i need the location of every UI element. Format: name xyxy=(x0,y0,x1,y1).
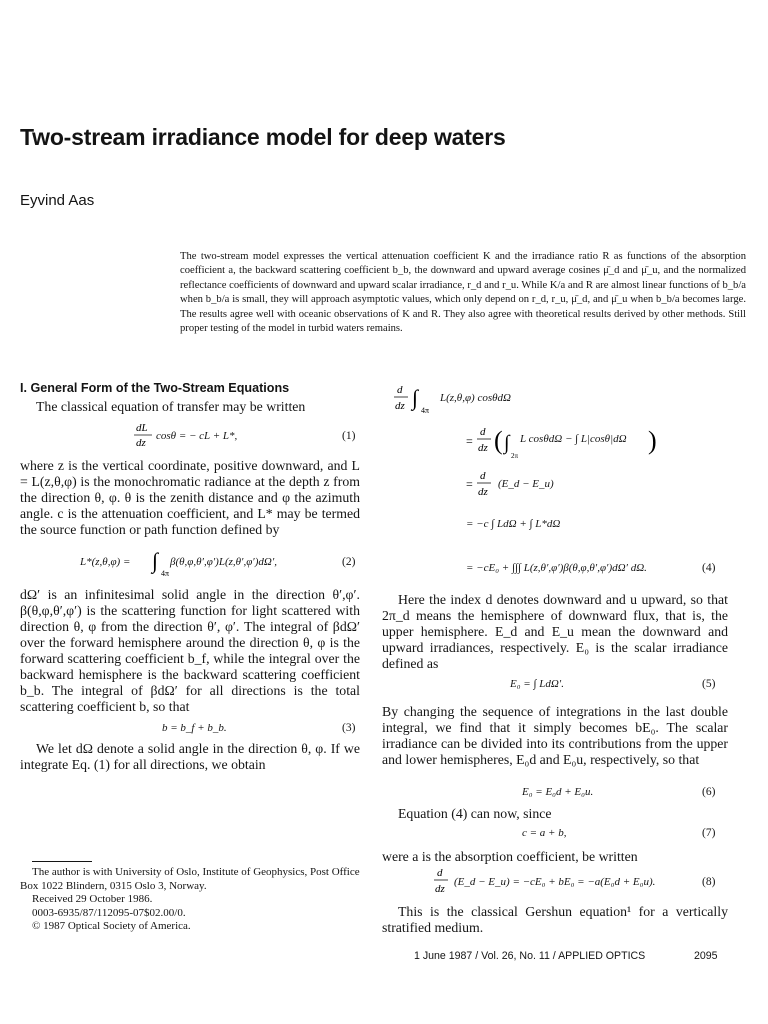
svg-text:∫: ∫ xyxy=(504,432,510,454)
svg-text:=: = xyxy=(466,434,473,448)
page-number: 2095 xyxy=(694,950,718,962)
abstract: The two-stream model expresses the vertical attenuation coefficient K and the irradiance ratio R as functions of the absorption coefficient a, the backward scattering coefficient b_b, the downward and upward average cosines μ̄_d and μ̄_u, and the normalized reflectance coefficients of downward and upward scalar irradiance, r_d and r_u. While K/a and R are almost linear functions of b_b/a when b_b/a is small, they will approach asymptotic values, which only depend on r_d, r_u, μ̄_d, and μ̄_u when b_b/a becomes large. The results agree well with oceanic observations of K and R. They also agree with theoretical results derived by other methods. Still proper testing of the model in turbid waters remains. xyxy=(180,251,746,335)
eq4-line-1: L(z,θ,φ) cosθdΩ xyxy=(440,392,511,404)
svg-text:d: d xyxy=(480,426,486,438)
svg-text:dz: dz xyxy=(478,486,488,498)
eq5-number: (5) xyxy=(702,678,716,690)
svg-text:(: ( xyxy=(494,426,503,455)
col2-paragraph-4: were a is the absorption coefficient, be written xyxy=(382,849,638,864)
eq6-text: E₀ = E₀d + E₀u. xyxy=(522,786,594,798)
col1-paragraph-3: dΩ′ is an infinitesimal solid angle in the direction θ′,φ′. β(θ,φ,θ′,φ′) is the scattering function for light scattered with direction θ, φ from the direction θ′, φ′. The integral of βdΩ′ over the forward hemisphere around the direction θ, φ is the forward scattering coefficient b_f, while the integral over the backward hemisphere is the backward scattering coefficient b_b. The integral of βdΩ′ for all directions is the total scattering coefficient b, so that xyxy=(20,587,360,714)
svg-text:2π: 2π xyxy=(511,452,519,460)
svg-text:∫: ∫ xyxy=(152,548,159,573)
eq4-line-3-prefix xyxy=(466,468,496,507)
eq4-line-4: = −c ∫ LdΩ + ∫ L*dΩ xyxy=(466,518,561,530)
eq4-line-2-prefix xyxy=(466,423,522,468)
col1-paragraph-2: where z is the vertical coordinate, positive downward, and L = L(z,θ,φ) is the monochromatic radiance at the depth z from the direction θ, φ. θ is the zenith distance and φ the azimuth angle. c is the attenuation coefficient, and L* may be termed the source function or path function defined by xyxy=(20,458,360,537)
eq3-number: (3) xyxy=(342,722,356,734)
svg-text:=: = xyxy=(466,477,473,491)
col1-paragraph-4: We let dΩ denote a solid angle in the direction θ, φ. If we integrate Eq. (1) for all directions, we obtain xyxy=(20,741,360,772)
svg-text:dz: dz xyxy=(395,400,405,412)
svg-text:dz: dz xyxy=(478,442,488,454)
footnote-copyright: © 1987 Optical Society of America. xyxy=(32,920,191,933)
eq8-number: (8) xyxy=(702,876,716,888)
eq5-text: E₀ = ∫ LdΩ′. xyxy=(510,678,564,690)
author-name: Eyvind Aas xyxy=(20,192,95,209)
journal-footer: 1 June 1987 / Vol. 26, No. 11 / APPLIED OPTICS xyxy=(414,950,646,962)
eq7-text: c = a + b, xyxy=(522,827,567,839)
svg-text:dz: dz xyxy=(136,437,146,449)
svg-text:d: d xyxy=(480,470,486,482)
col2-paragraph-2: By changing the sequence of integrations in the last double integral, we find that it simply becomes bE₀. The scalar irradiance can be divided into its contributions from the upper and lower hemispheres, E₀d and E₀u, respectively, so that xyxy=(382,704,728,767)
footnote-code: 0003-6935/87/112095-07$02.00/0. xyxy=(32,906,186,919)
eq2-rhs: β(θ,φ,θ′,φ′)L(z,θ′,φ′)dΩ′, xyxy=(170,556,277,568)
footnote xyxy=(20,866,360,934)
svg-text:dL: dL xyxy=(136,422,148,434)
eq7-number: (7) xyxy=(702,827,716,839)
svg-text:d: d xyxy=(397,384,403,396)
svg-text:): ) xyxy=(648,426,657,455)
section-heading: I. General Form of the Two-Stream Equations xyxy=(20,381,290,395)
eq1-number: (1) xyxy=(342,430,356,442)
eq4-number: (4) xyxy=(702,562,716,574)
col1-paragraph-1: The classical equation of transfer may be written xyxy=(36,399,306,414)
eq2-number: (2) xyxy=(342,556,356,568)
eq6-number: (6) xyxy=(702,786,716,798)
col2-paragraph-1: Here the index d denotes downward and u upward, so that 2π_d means the hemisphere of downward flux, that is, the upper hemisphere. E_d and E_u mean the downward and upward irradiances, respectively. E₀ is the scalar irradiance defined as xyxy=(382,592,728,671)
col2-paragraph-3: Equation (4) can now, since xyxy=(398,806,552,821)
footnote-received: Received 29 October 1986. xyxy=(32,893,153,906)
col2-paragraph-5: This is the classical Gershun equation¹ for a vertically stratified medium. xyxy=(382,904,728,935)
svg-text:4π: 4π xyxy=(161,569,170,578)
eq4-line-3: (E_d − E_u) xyxy=(498,478,554,490)
eq4-line-2-close xyxy=(648,422,662,463)
eq4-line-5: = −cE₀ + ∫∫∫ L(z,θ′,φ′)β(θ,φ,θ′,φ′)dΩ′ dΩ. xyxy=(466,562,647,574)
eq1-text: cosθ = − cL + L*, xyxy=(156,430,238,442)
eq2-integral-icon xyxy=(150,546,168,583)
footnote-affiliation: The author is with University of Oslo, Institute of Geophysics, Post Office Box 1022 Blindern, 0315 Oslo 3, Norway. xyxy=(20,866,360,892)
svg-text:4π: 4π xyxy=(421,406,430,415)
footnote-divider xyxy=(32,861,92,862)
eq8-text: (E_d − E_u) = −cE₀ + bE₀ = −a(E₀d + E₀u). xyxy=(454,876,656,888)
eq2-lhs: L*(z,θ,φ) = xyxy=(80,556,131,568)
svg-text:∫: ∫ xyxy=(412,385,419,410)
eq4-line-2: L cosθdΩ − ∫ L|cosθ|dΩ xyxy=(520,433,627,445)
svg-text:dz: dz xyxy=(435,883,445,895)
eq8-fraction xyxy=(434,865,452,902)
svg-text:d: d xyxy=(437,867,443,879)
paper-title: Two-stream irradiance model for deep waters xyxy=(20,124,506,150)
eq3-text: b = b_f + b_b. xyxy=(162,722,227,734)
